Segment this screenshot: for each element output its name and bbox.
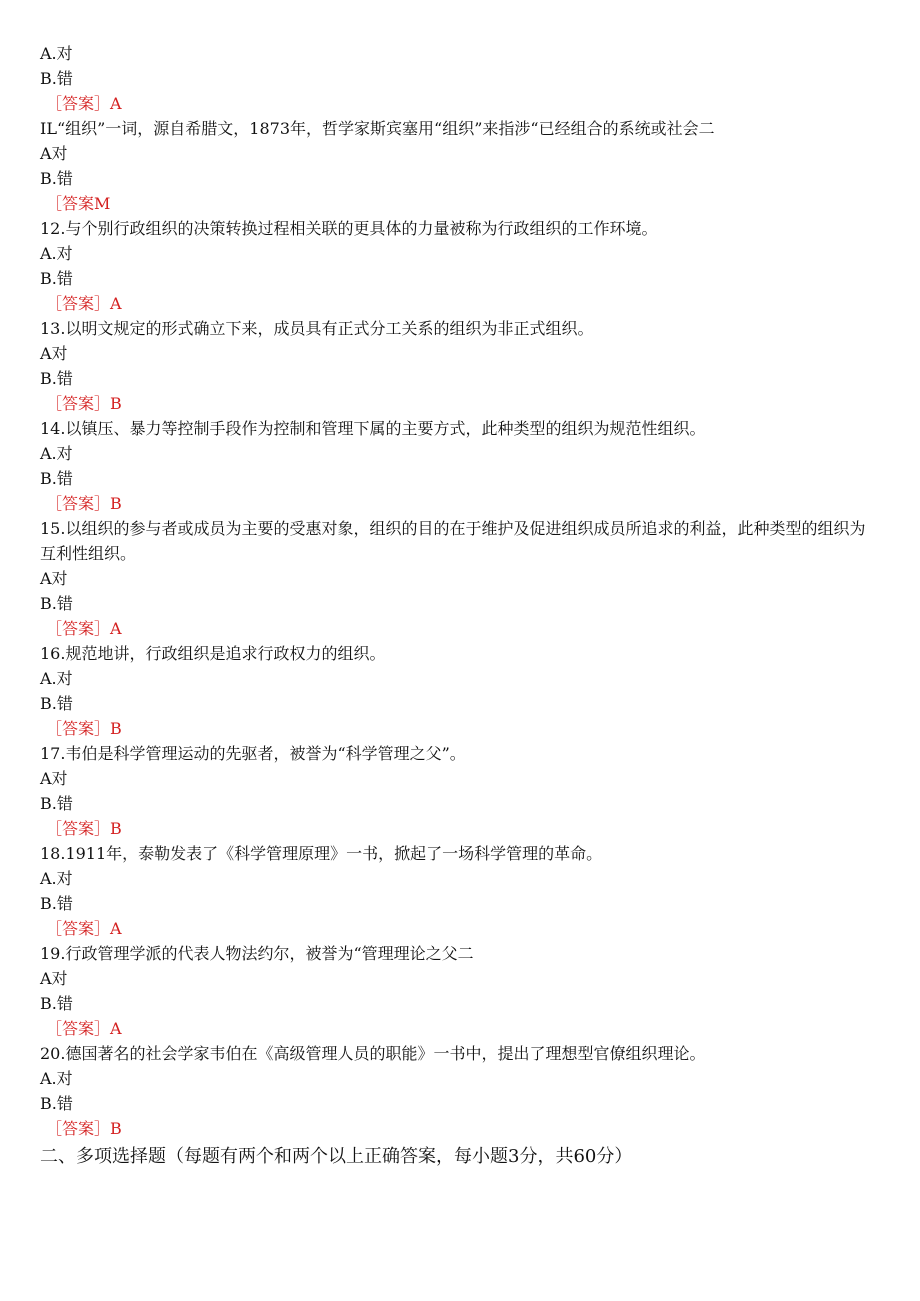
option-a: A.对 xyxy=(40,44,73,63)
option-b: B.错 xyxy=(40,269,73,288)
option-b: B.错 xyxy=(40,994,73,1013)
option-b: B.错 xyxy=(40,1094,73,1113)
section-heading: 二、多项选择题（每题有两个和两个以上正确答案，每小题3分，共60分） xyxy=(40,1146,633,1167)
option-a: A.对 xyxy=(40,244,73,263)
exam-document xyxy=(40,41,880,1171)
option-b: B.错 xyxy=(40,169,73,188)
option-a: A.对 xyxy=(40,869,73,888)
answer-label: ［答案］A xyxy=(46,94,122,113)
answer-label: ［答案］B xyxy=(46,719,122,738)
question-text: 14.以镇压、暴力等控制手段作为控制和管理下属的主要方式，此种类型的组织为规范性组织。 xyxy=(40,419,706,438)
answer-label: ［答案］A xyxy=(46,919,122,938)
answer-label: ［答案M xyxy=(46,194,111,213)
question-text: 13.以明文规定的形式确立下来，成员具有正式分工关系的组织为非正式组织。 xyxy=(40,319,594,338)
option-a: A.对 xyxy=(40,1069,73,1088)
question-text: 16.规范地讲，行政组织是追求行政权力的组织。 xyxy=(40,644,386,663)
answer-label: ［答案］B xyxy=(46,819,122,838)
option-b: B.错 xyxy=(40,794,73,813)
question-text: 18.1911年，泰勒发表了《科学管理原理》一书，掀起了一场科学管理的革命。 xyxy=(40,844,603,863)
option-b: B.错 xyxy=(40,694,73,713)
option-b: B.错 xyxy=(40,469,73,488)
option-a: A.对 xyxy=(40,444,73,463)
question-text: 20.德国著名的社会学家韦伯在《高级管理人员的职能》一书中，提出了理想型官僚组织理论。 xyxy=(40,1044,706,1063)
option-b: B.错 xyxy=(40,594,73,613)
option-b: B.错 xyxy=(40,369,73,388)
option-b: B.错 xyxy=(40,69,73,88)
answer-label: ［答案］A xyxy=(46,294,122,313)
question-text: 15.以组织的参与者或成员为主要的受惠对象，组织的目的在于维护及促进组织成员所追求的利益，此种类型的组织为互利性组织。 xyxy=(40,519,866,563)
question-text: 19.行政管理学派的代表人物法约尔，被誉为“管理理论之父二 xyxy=(40,944,474,963)
answer-label: ［答案］B xyxy=(46,494,122,513)
option-a: A对 xyxy=(40,344,68,363)
option-b: B.错 xyxy=(40,894,73,913)
option-a: A.对 xyxy=(40,669,73,688)
question-text: 17.韦伯是科学管理运动的先驱者，被誉为“科学管理之父”。 xyxy=(40,744,466,763)
answer-label: ［答案］B xyxy=(46,1119,122,1138)
answer-label: ［答案］A xyxy=(46,1019,122,1038)
option-a: A对 xyxy=(40,144,68,163)
answer-label: ［答案］A xyxy=(46,619,122,638)
option-a: A对 xyxy=(40,569,68,588)
option-a: A对 xyxy=(40,969,68,988)
question-text: 12.与个别行政组织的决策转换过程相关联的更具体的力量被称为行政组织的工作环境。 xyxy=(40,219,658,238)
answer-label: ［答案］B xyxy=(46,394,122,413)
question-text: IL“组织”一词，源自希腊文，1873年，哲学家斯宾塞用“组织”来指涉“已经组合的系统或社会二 xyxy=(40,119,715,138)
option-a: A对 xyxy=(40,769,68,788)
